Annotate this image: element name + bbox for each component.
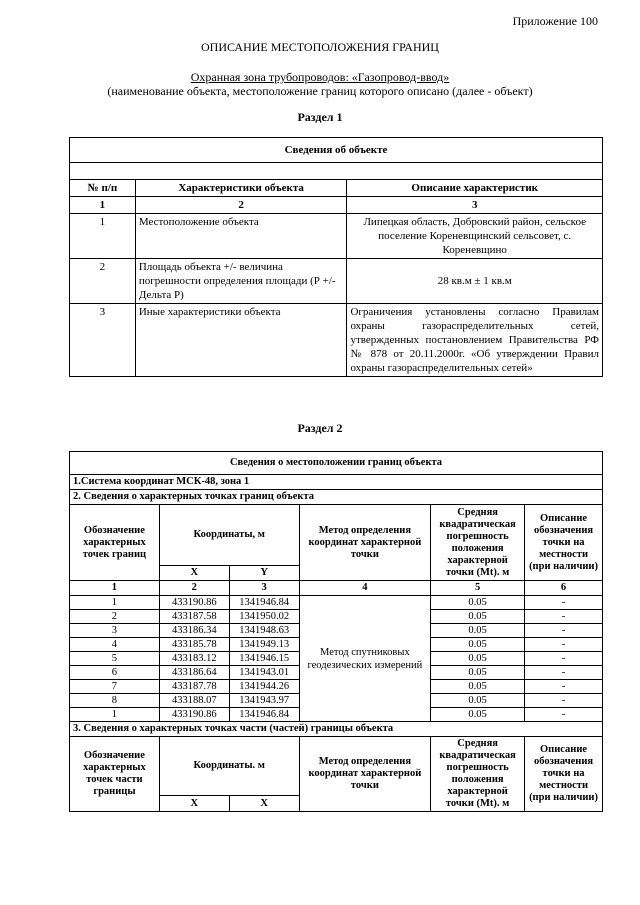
point-y: 1341948.63 (229, 624, 299, 638)
col-desc-header: Описание характеристик (347, 180, 603, 197)
col-method-header: Метод определения координат характерной точки (299, 505, 431, 581)
table-row (70, 259, 603, 304)
col-index: 2 (135, 197, 347, 214)
col-index: 3 (229, 581, 299, 596)
object-info-title: Сведения об объекте (70, 138, 603, 163)
col-index: 2 (159, 581, 229, 596)
point-y: 1341943.01 (229, 666, 299, 680)
col-point-header: Обозначение характерных точек границ (70, 505, 160, 581)
col-index: 1 (70, 197, 136, 214)
point-y: 1341946.84 (229, 708, 299, 722)
point-x: 433190.86 (159, 596, 229, 610)
method-cell: Метод спутниковых геодезических измерений (299, 596, 431, 722)
point-mt: 0.05 (431, 680, 525, 694)
section-1-label: Раздел 1 (297, 110, 343, 124)
point-desc: - (525, 666, 603, 680)
point-x: 433185.78 (159, 638, 229, 652)
point-x: 433183.12 (159, 652, 229, 666)
row-number: 2 (70, 259, 136, 304)
col-error-header: Средняя квадратическая погрешность положения характерной точки (Mt). м (431, 505, 525, 581)
row-characteristic: Площадь объекта +/- величина погрешности определения площади (Р +/- Дельта Р) (135, 259, 347, 304)
point-x: 433186.34 (159, 624, 229, 638)
point-x: 433187.58 (159, 610, 229, 624)
row-description: Ограничения установлены согласно Правилам охраны газораспределительных сетей, утвержденных постановлением Правительства РФ № 878 от 20.11.2000г. «Об утверждении Правил охраны газораспределительных сетей» (347, 304, 603, 377)
object-note: (наименование объекта, местоположение границ которого описано (далее - объект) (107, 84, 533, 98)
col-index: 1 (70, 581, 160, 596)
point-y: 1341949.13 (229, 638, 299, 652)
point-desc: - (525, 652, 603, 666)
part-points-subheader: 3. Сведения о характерных точках части (частей) границы объекта (70, 722, 603, 737)
point-desc: - (525, 610, 603, 624)
point-y: 1341946.15 (229, 652, 299, 666)
point-y: 1341943.97 (229, 694, 299, 708)
col-x-header: X (159, 566, 229, 581)
row-description: 28 кв.м ± 1 кв.м (347, 259, 603, 304)
point-x: 433186.64 (159, 666, 229, 680)
point-mt: 0.05 (431, 596, 525, 610)
point-id: 7 (70, 680, 160, 694)
row-characteristic: Иные характеристики объекта (135, 304, 347, 377)
point-desc: - (525, 624, 603, 638)
appendix-label: Приложение 100 (512, 14, 598, 28)
point-id: 2 (70, 610, 160, 624)
point-x: 433187.78 (159, 680, 229, 694)
table-row (70, 214, 603, 259)
point-mt: 0.05 (431, 666, 525, 680)
point-y: 1341950.02 (229, 610, 299, 624)
row-number: 1 (70, 214, 136, 259)
point-row (70, 596, 603, 610)
col-index: 3 (347, 197, 603, 214)
object-info-table (69, 137, 603, 377)
point-mt: 0.05 (431, 624, 525, 638)
point-desc: - (525, 596, 603, 610)
table-row (70, 304, 603, 377)
section-2-label: Раздел 2 (297, 421, 343, 435)
point-id: 1 (70, 596, 160, 610)
col-x3b-header: X (229, 796, 299, 812)
point-mt: 0.05 (431, 652, 525, 666)
row-description: Липецкая область, Добровский район, сельское поселение Кореневщинский сельсовет, с. Кореневщино (347, 214, 603, 259)
boundary-title: Сведения о местоположении границ объекта (70, 452, 603, 475)
document-title: ОПИСАНИЕ МЕСТОПОЛОЖЕНИЯ ГРАНИЦ (201, 40, 439, 54)
point-y: 1341944.26 (229, 680, 299, 694)
col-char-header: Характеристики объекта (135, 180, 347, 197)
col-method3-header: Метод определения координат характерной точки (299, 737, 431, 812)
empty-row (70, 163, 603, 180)
point-mt: 0.05 (431, 708, 525, 722)
col-index: 5 (431, 581, 525, 596)
point-x: 433188.07 (159, 694, 229, 708)
col-coords3-header: Координаты. м (159, 737, 299, 796)
col-num-header: № п/п (70, 180, 136, 197)
point-desc: - (525, 680, 603, 694)
point-y: 1341946.84 (229, 596, 299, 610)
point-desc: - (525, 708, 603, 722)
row-characteristic: Местоположение объекта (135, 214, 347, 259)
point-id: 1 (70, 708, 160, 722)
col-index: 6 (525, 581, 603, 596)
coord-system: 1.Система координат МСК-48, зона 1 (70, 475, 603, 490)
object-name (0, 70, 640, 85)
col-x3a-header: X (159, 796, 229, 812)
col-y-header: Y (229, 566, 299, 581)
point-id: 4 (70, 638, 160, 652)
col-point3-header: Обозначение характерных точек части границы (70, 737, 160, 812)
boundary-table (69, 451, 603, 812)
col-desc3-header: Описание обозначения точки на местности (при наличии) (525, 737, 603, 812)
point-mt: 0.05 (431, 694, 525, 708)
points-subheader: 2. Сведения о характерных точках границ объекта (70, 490, 603, 505)
point-id: 6 (70, 666, 160, 680)
point-x: 433190.86 (159, 708, 229, 722)
point-mt: 0.05 (431, 610, 525, 624)
point-desc: - (525, 638, 603, 652)
row-number: 3 (70, 304, 136, 377)
point-mt: 0.05 (431, 638, 525, 652)
point-id: 3 (70, 624, 160, 638)
col-error3-header: Средняя квадратическая погрешность положения характерной точки (Mt). м (431, 737, 525, 812)
point-id: 5 (70, 652, 160, 666)
col-index: 4 (299, 581, 431, 596)
point-id: 8 (70, 694, 160, 708)
object-name-text: Охранная зона трубопроводов: «Газопровод-ввод» (190, 70, 450, 84)
point-desc: - (525, 694, 603, 708)
col-coords-header: Координаты, м (159, 505, 299, 566)
col-desc-header: Описание обозначения точки на местности (при наличии) (525, 505, 603, 581)
